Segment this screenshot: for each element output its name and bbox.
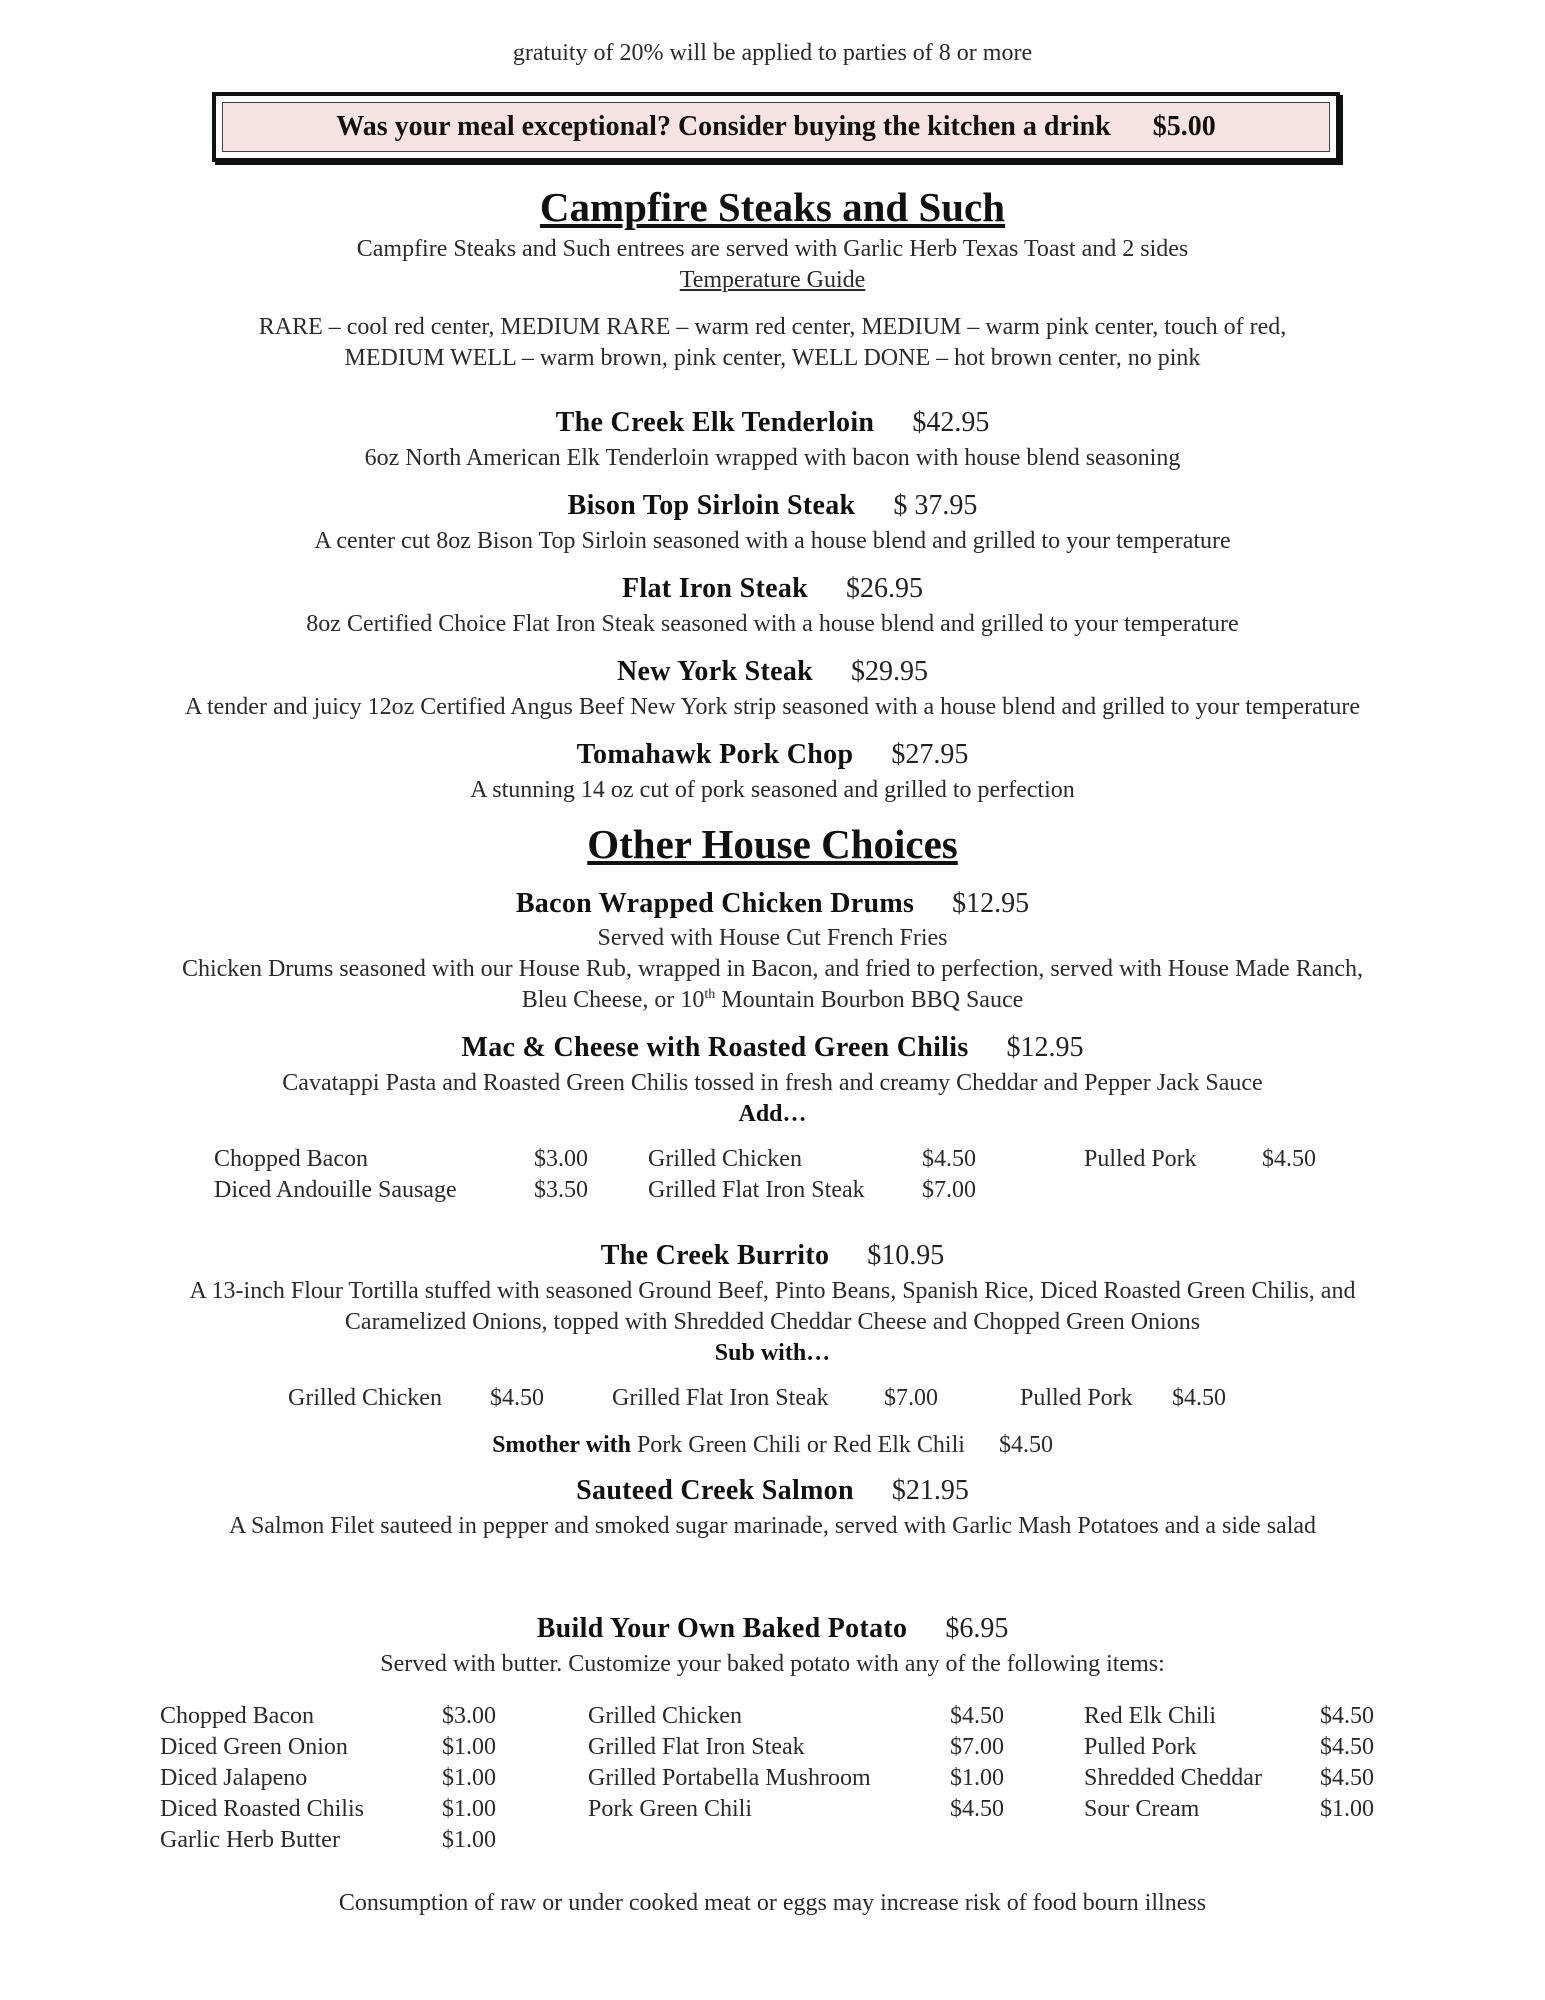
addon-label: Pulled Pork [1084,1146,1197,1172]
steaks-heading: Campfire Steaks and Such [539,184,1006,230]
item-name: The Creek Elk Tenderloin [555,407,875,438]
topping-label: Grilled Flat Iron Steak [588,1734,805,1760]
item-name: Bison Top Sirloin Steak [567,490,856,521]
banner-text: Was your meal exceptional? Consider buying the kitchen a drink [336,111,1111,142]
steaks-intro: Campfire Steaks and Such entrees are served with Garlic Herb Texas Toast and 2 sides [356,236,1189,262]
menu-item-chicken-drums [0,888,1545,920]
item-name: Build Your Own Baked Potato [536,1613,908,1644]
item-description: 8oz Certified Choice Flat Iron Steak seasoned with a house blend and grilled to your temperature [306,611,1239,637]
smother-price: $4.50 [998,1432,1053,1458]
topping-price: $1.00 [442,1765,496,1791]
menu-item-mac-cheese [0,1032,1545,1064]
menu-item-tomahawk [0,739,1545,771]
temperature-guide-title: Temperature Guide [679,267,866,293]
topping-price: $4.50 [950,1796,1004,1822]
smother-line [0,1432,1545,1459]
sub-option-price: $4.50 [490,1385,544,1411]
addon-label: Grilled Chicken [648,1146,802,1172]
item-price: $12.95 [952,888,1030,919]
menu-item-elk [0,407,1545,439]
temp-guide-line-2: MEDIUM WELL – warm brown, pink center, WELL DONE – hot brown center, no pink [344,345,1201,371]
item-description: A 13-inch Flour Tortilla stuffed with seasoned Ground Beef, Pinto Beans, Spanish Rice, Diced Roasted Green Chilis, and [189,1278,1356,1304]
menu-item-salmon [0,1475,1545,1507]
item-description: Served with House Cut French Fries [597,925,948,951]
addon-price: $4.50 [922,1146,976,1172]
item-price: $6.95 [945,1613,1009,1644]
menu-item-burrito [0,1240,1545,1272]
topping-price: $1.00 [442,1827,496,1853]
topping-label: Shredded Cheddar [1084,1765,1262,1791]
item-description: Served with butter. Customize your baked potato with any of the following items: [380,1651,1165,1677]
item-description: A stunning 14 oz cut of pork seasoned and grilled to perfection [470,777,1075,803]
addon-label: Diced Andouille Sausage [214,1177,457,1203]
item-description: Cavatappi Pasta and Roasted Green Chilis tossed in fresh and creamy Cheddar and Pepper Jack Sauce [282,1070,1263,1096]
item-price: $42.95 [912,407,990,438]
smother-text: Pork Green Chili or Red Elk Chili [636,1432,965,1458]
addon-price: $3.00 [534,1146,588,1172]
topping-price: $1.00 [442,1796,496,1822]
item-price: $26.95 [846,573,923,604]
topping-price: $4.50 [1320,1765,1374,1791]
item-price: $12.95 [1006,1032,1084,1063]
topping-price: $4.50 [950,1703,1004,1729]
item-name: The Creek Burrito [600,1240,830,1271]
topping-label: Chopped Bacon [160,1703,314,1729]
item-name: New York Steak [616,656,814,687]
item-description: 6oz North American Elk Tenderloin wrapped with bacon with house blend seasoning [364,445,1181,471]
temp-guide-line-1: RARE – cool red center, MEDIUM RARE – warm red center, MEDIUM – warm pink center, touch of red, [258,314,1287,340]
addon-price: $7.00 [922,1177,976,1203]
topping-label: Sour Cream [1084,1796,1200,1822]
item-name: Mac & Cheese with Roasted Green Chilis [461,1032,969,1063]
topping-label: Diced Jalapeno [160,1765,308,1791]
item-description: A tender and juicy 12oz Certified Angus Beef New York strip seasoned with a house blend and grilled to your temperature [184,694,1361,720]
item-name: Tomahawk Pork Chop [576,739,854,770]
topping-label: Pork Green Chili [588,1796,752,1822]
item-description: A Salmon Filet sauteed in pepper and smoked sugar marinade, served with Garlic Mash Potatoes and a side salad [228,1513,1317,1539]
house-heading: Other House Choices [587,821,958,867]
topping-label: Pulled Pork [1084,1734,1197,1760]
food-safety-note: Consumption of raw or under cooked meat or eggs may increase risk of food bourn illness [338,1890,1207,1916]
topping-label: Grilled Chicken [588,1703,742,1729]
item-price: $21.95 [891,1475,969,1506]
topping-label: Diced Green Onion [160,1734,348,1760]
item-price: $10.95 [867,1240,945,1271]
item-name: Flat Iron Steak [622,573,808,604]
addon-label: Chopped Bacon [214,1146,368,1172]
topping-label: Grilled Portabella Mushroom [588,1765,871,1791]
topping-price: $1.00 [1320,1796,1374,1822]
menu-item-baked-potato [0,1613,1545,1645]
topping-price: $1.00 [950,1765,1004,1791]
gratuity-note: gratuity of 20% will be applied to parties of 8 or more [512,40,1033,66]
item-description: Chicken Drums seasoned with our House Rub, wrapped in Bacon, and fried to perfection, served with House Made Ranch, [181,956,1364,982]
addon-price: $4.50 [1262,1146,1316,1172]
addon-price: $3.50 [534,1177,588,1203]
topping-label: Red Elk Chili [1084,1703,1216,1729]
topping-price: $1.00 [442,1734,496,1760]
kitchen-drink-banner [212,92,1340,162]
menu-item-bison [0,490,1545,522]
banner-price: $5.00 [1152,111,1216,142]
item-price: $ 37.95 [893,490,978,521]
topping-price: $7.00 [950,1734,1004,1760]
item-description: Caramelized Onions, topped with Shredded Cheddar Cheese and Chopped Green Onions [344,1309,1201,1335]
topping-label: Diced Roasted Chilis [160,1796,364,1822]
sub-option-label: Pulled Pork [1020,1385,1133,1411]
item-name: Sauteed Creek Salmon [576,1475,854,1506]
topping-price: $4.50 [1320,1734,1374,1760]
sub-option-price: $4.50 [1172,1385,1226,1411]
item-description: Bleu Cheese, or 10th Mountain Bourbon BBQ Sauce [521,987,1024,1013]
menu-item-flat-iron [0,573,1545,605]
topping-price: $4.50 [1320,1703,1374,1729]
sub-option-label: Grilled Chicken [288,1385,442,1411]
sub-option-label: Grilled Flat Iron Steak [612,1385,829,1411]
item-price: $29.95 [851,656,929,687]
sub-option-price: $7.00 [884,1385,938,1411]
item-price: $27.95 [891,739,969,770]
topping-label: Garlic Herb Butter [160,1827,340,1853]
item-name: Bacon Wrapped Chicken Drums [515,888,915,919]
addon-label: Grilled Flat Iron Steak [648,1177,865,1203]
add-label: Add… [738,1101,807,1127]
menu-item-new-york [0,656,1545,688]
item-description: A center cut 8oz Bison Top Sirloin seasoned with a house blend and grilled to your temperature [314,528,1231,554]
smother-label: Smother with [492,1432,631,1458]
sub-label: Sub with… [714,1340,831,1366]
topping-price: $3.00 [442,1703,496,1729]
